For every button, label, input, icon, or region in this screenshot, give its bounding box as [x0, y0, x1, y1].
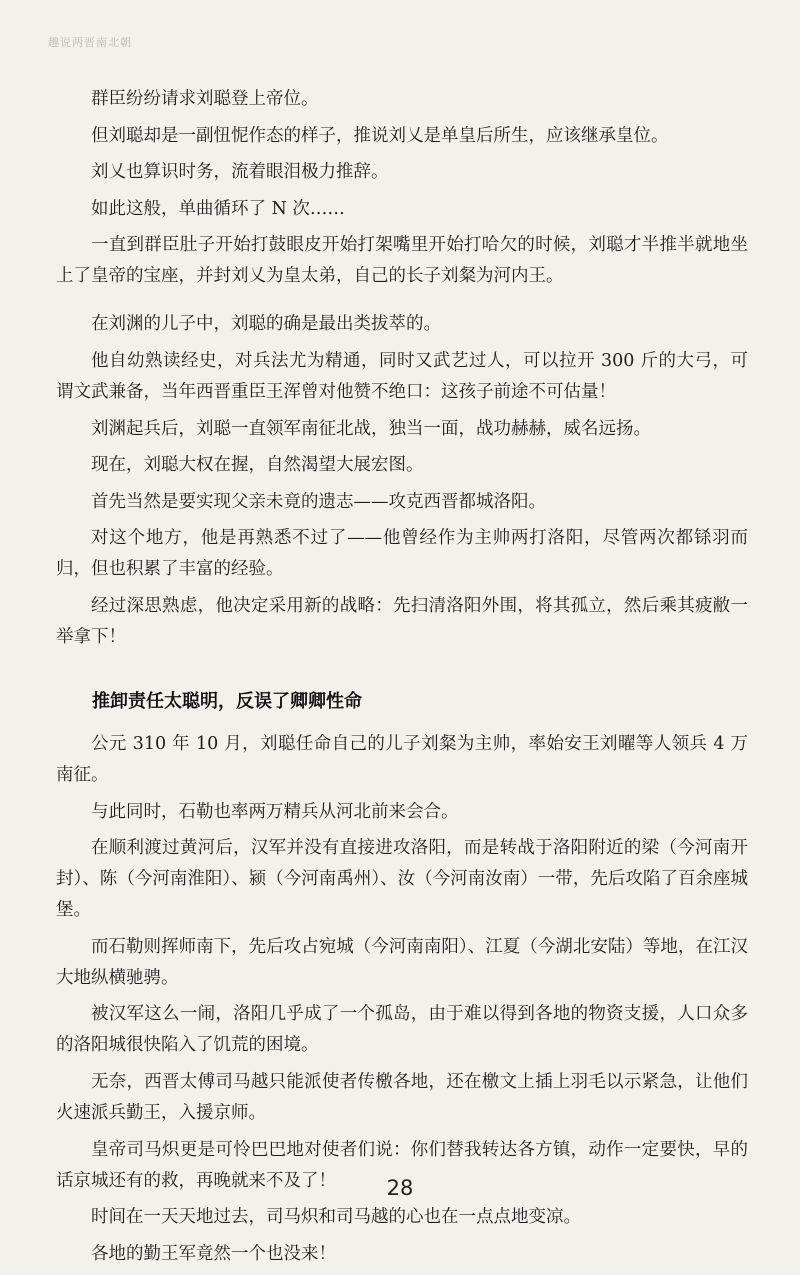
paragraph: 对这个地方，他是再熟悉不过了——他曾经作为主帅两打洛阳，尽管两次都铩羽而归，但也积累了丰富的经验。	[56, 528, 748, 580]
section-heading: 推卸责任太聪明，反误了卿卿性命	[92, 690, 362, 712]
paragraph: 经过深思熟虑，他决定采用新的战略：先扫清洛阳外围，将其孤立，然后乘其疲敝一举拿下！	[56, 595, 748, 647]
paragraph: 刘渊起兵后，刘聪一直领军南征北战，独当一面，战功赫赫，威名远扬。	[91, 418, 651, 439]
paragraph: 他自幼熟读经史，对兵法尤为精通，同时又武艺过人，可以拉开 300 斤的大弓，可谓文武兼备，当年西晋重臣王浑曾对他赞不绝口：这孩子前途不可估量！	[56, 350, 748, 402]
paragraph: 如此这般，单曲循环了 N 次……	[91, 198, 345, 219]
paragraph: 被汉军这么一闹，洛阳几乎成了一个孤岛，由于难以得到各地的物资支援，人口众多的洛阳城很快陷入了饥荒的困境。	[56, 1004, 748, 1056]
paragraph: 现在，刘聪大权在握，自然渴望大展宏图。	[91, 455, 424, 476]
paragraph: 而石勒则挥师南下，先后攻占宛城（今河南南阳）、江夏（今湖北安陆）等地，在江汉大地纵横驰骋。	[56, 936, 748, 988]
paragraph: 一直到群臣肚子开始打鼓眼皮开始打架嘴里开始打哈欠的时候，刘聪才半推半就地坐上了皇帝的宝座，并封刘乂为皇太弟，自己的长子刘粲为河内王。	[56, 235, 748, 287]
page-number: 28	[386, 1176, 414, 1200]
paragraph: 与此同时，石勒也率两万精兵从河北前来会合。	[91, 801, 459, 822]
paragraph: 时间在一天天地过去，司马炽和司马越的心也在一点点地变凉。	[91, 1207, 581, 1228]
paragraph: 无奈，西晋太傅司马越只能派使者传檄各地，还在檄文上插上羽毛以示紧急，让他们火速派兵勤王，入援京师。	[56, 1071, 748, 1123]
paragraph: 群臣纷纷请求刘聪登上帝位。	[91, 89, 319, 109]
paragraph: 刘乂也算识时务，流着眼泪极力推辞。	[91, 162, 389, 183]
paragraph: 各地的勤王军竟然一个也没来！	[91, 1243, 336, 1264]
paragraph: 皇帝司马炽更是可怜巴巴地对使者们说：你们替我转达各方镇，动作一定要快，早的话京城还有的救，再晚就来不及了！	[56, 1139, 748, 1191]
paragraph: 但刘聪却是一副忸怩作态的样子，推说刘乂是单皇后所生，应该继承皇位。	[91, 125, 669, 146]
paragraph: 在刘渊的儿子中，刘聪的确是最出类拔萃的。	[91, 314, 441, 335]
paragraph: 公元 310 年 10 月，刘聪任命自己的儿子刘粲为主帅，率始安王刘曜等人领兵 4 万南征。	[56, 733, 748, 785]
page-body	[56, 84, 748, 1275]
running-header: 趣说两晋南北朝	[48, 36, 132, 49]
paragraph: 首先当然是要实现父亲未竟的遗志——攻克西晋都城洛阳。	[91, 491, 546, 512]
paragraph: 在顺利渡过黄河后，汉军并没有直接进攻洛阳，而是转战于洛阳附近的梁（今河南开封）、陈（今河南淮阳）、颍（今河南禹州）、汝（今河南汝南）一带，先后攻陷了百余座城堡。	[56, 838, 748, 921]
